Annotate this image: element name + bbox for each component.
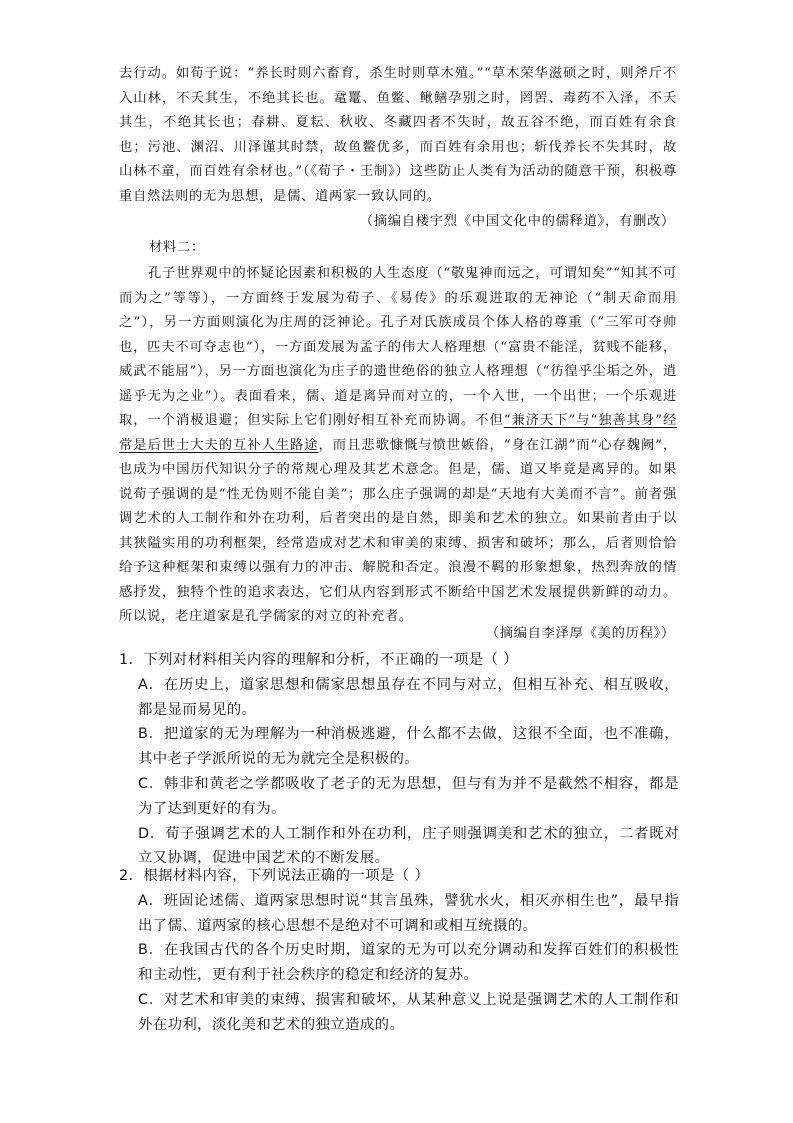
material-two-source: （摘编自李泽厚《美的历程》） [485, 626, 675, 641]
question-2 [119, 864, 679, 1038]
question-1 [119, 648, 679, 871]
material-two-underlined-text: “兼济天下”与“独善其身”经常是后世士大夫的互补人生路途 [119, 413, 677, 453]
material-one-source: （摘编自楼宇烈《中国文化中的儒释道》，有删改） [359, 214, 675, 229]
question-2-stem: 2．根据材料内容，下列说法正确的一项是（ ） [119, 868, 430, 884]
question-2-option-c[interactable]: C．对艺术和审美的束缚、损害和破坏，从某种意义上说是强调艺术的人工制作和外在功利，淡化美和艺术的独立造成的。 [138, 991, 679, 1033]
question-1-option-b[interactable]: B．把道家的无为理解为一种消极逃避，什么都不去做，这很不全面，也不准确，其中老子学派所说的无为就完全是积极的。 [138, 726, 679, 768]
question-1-option-c[interactable]: C．韩非和黄老之学都吸收了老子的无为思想，但与有为并不是截然不相容，都是为了达到更好的有为。 [138, 775, 679, 817]
material-two-text-before: 孔子世界观中的怀疑论因素和积极的人生态度（“敬鬼神而远之，可谓知矣”“知其不可而为之”等等），一方面终于发展为荀子、《易传》的乐观进取的无神论（“制天命而用之”），另一方面则演化为庄周的泛神论。孔子对氏族成员个体人格的尊重（“三军可夺帅也，匹夫不可夺志也”），一方面发展为孟子的伟大人格理想（“富贵不能淫，贫贱不能移，威武不能屈”），另一方面也演化为庄子的遗世绝俗的独立人格理想（“彷徨乎尘垢之外，逍遥乎无为之业”）。表面看来，儒、道是离异而对立的，一个入世，一个出世；一个乐观进取，一个消极退避；但实际上它们刚好相互补充而协调。不但 [119, 266, 677, 428]
material-two-text-after: ，而且悲歌慷慨与愤世嫉俗，“身在江湖”而“心存魏阙”，也成为中国历代知识分子的常规心理及其艺术意念。但是，儒、道又毕竟是离异的。如果说荀子强调的是“性无伪则不能自美”；那么庄子强调的却是“天地有大美而不言”。前者强调艺术的人工制作和外在功利，后者突出的是自然，即美和艺术的独立。如果前者由于以其狭隘实用的功利框架，经常造成对艺术和审美的束缚、损害和破坏；那么，后者则恰恰给予这种框架和束缚以强有力的冲击、解脱和否定。浪漫不羁的形象想象，热烈奔放的情感抒发，独特个性的追求表达，它们从内容到形式不断给中国艺术发展提供新鲜的动力。所以说，老庄道家是孔学儒家的对立的补充者。 [119, 437, 677, 624]
material-one-paragraph [119, 62, 677, 210]
question-2-option-a[interactable]: A．班固论述儒、道两家思想时说“其言虽殊，譬犹水火，相灭亦相生也”，最早指出了儒、道两家的核心思想不是绝对不可调和或相互统摄的。 [138, 892, 679, 934]
question-1-option-a[interactable]: A．在历史上，道家思想和儒家思想虽存在不同与对立，但相互补充、相互吸收，都是显而易见的。 [138, 676, 679, 718]
material-one-text: 去行动。如荀子说：“养长时则六畜育，杀生时则草木殖。”“草木荣华滋硕之时，则斧斤不入山林，不夭其生，不绝其长也。鼋鼍、鱼鳖、鳅鳝孕别之时，罔罟、毒药不入泽，不夭其生，不绝其长也；春耕、夏耘、秋收、冬藏四者不失时，故五谷不绝，而百姓有余食也；污池、渊沼、川泽谨其时禁，故鱼鳖优多，而百姓有余用也；斩伐养长不失其时，故山林不童，而百姓有余材也。”（《荀子・王制》）这些防止人类有为活动的随意干预，积极尊重自然法则的无为思想，是儒、道两家一致认同的。 [119, 66, 677, 204]
question-1-stem: 1．下列对材料相关内容的理解和分析，不正确的一项是（ ） [119, 652, 519, 668]
question-1-option-d[interactable]: D．荀子强调艺术的人工制作和外在功利，庄子则强调美和艺术的独立，二者既对立又协调，促进中国艺术的不断发展。 [138, 825, 679, 867]
question-2-option-b[interactable]: B．在我国古代的各个历史时期，道家的无为可以充分调动和发挥百姓们的积极性和主动性，更有利于社会秩序的稳定和经济的复苏。 [138, 942, 679, 984]
material-two-label: 材料二： [149, 240, 205, 255]
material-two-paragraph [119, 262, 677, 630]
